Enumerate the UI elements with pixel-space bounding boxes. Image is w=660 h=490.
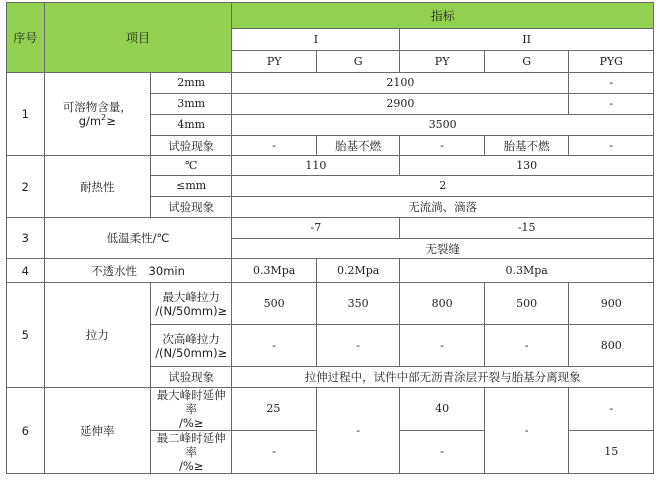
header-indicator: 指标	[232, 3, 654, 29]
row5-sub-label: 次高峰拉力 /(N/50mm)≥	[150, 325, 231, 367]
header-item: 项目	[44, 3, 232, 73]
row3-ii-value: -15	[400, 218, 654, 239]
row5-merged-value: 拉伸过程中，试件中部无沥青涂层开裂与胎基分离现象	[232, 367, 654, 388]
row2-sub-label: 试验现象	[150, 197, 231, 218]
row6-pyg-value: -	[569, 388, 654, 431]
row5-value: 500	[232, 283, 317, 325]
row3-no: 3	[7, 218, 45, 259]
row1-value: -	[569, 136, 654, 156]
spec-table	[6, 2, 654, 474]
row3-i-value: -7	[232, 218, 400, 239]
header-group-ii: II	[400, 29, 654, 51]
row2-no: 2	[7, 156, 45, 218]
row5-value: -	[232, 325, 317, 367]
row1-name: 可溶物含量，$g/m^2\ge$	[44, 73, 150, 156]
table-row	[7, 388, 654, 431]
row3-merged-value: 无裂缝	[232, 239, 654, 259]
row1-value: -	[232, 136, 317, 156]
row1-merged-value: 3500	[232, 115, 654, 136]
row1-pyg-value: -	[569, 94, 654, 115]
row5-value: 800	[400, 283, 485, 325]
row4-no: 4	[7, 259, 45, 283]
header-row-1	[7, 3, 654, 29]
row5-sub-label: 最大峰拉力 /(N/50mm)≥	[150, 283, 231, 325]
header-col-py-1: PY	[232, 51, 317, 73]
header-seq: 序号	[7, 3, 45, 73]
row2-ii-value: 130	[400, 156, 654, 176]
row6-g2-value: -	[484, 388, 569, 474]
row2-merged-value: 2	[232, 176, 654, 197]
row2-name: 耐热性	[44, 156, 150, 218]
row2-sub-label: ≤mm	[150, 176, 231, 197]
row1-pyg-value: -	[569, 73, 654, 94]
table-row	[7, 73, 654, 94]
row1-value: 胎基不燃	[484, 136, 569, 156]
row1-no: 1	[7, 73, 45, 156]
row6-sub-label: 最二峰时延伸率 /%≥	[150, 431, 231, 474]
row5-no: 5	[7, 283, 45, 388]
row1-merged-value: 2900	[232, 94, 569, 115]
row1-merged-value: 2100	[232, 73, 569, 94]
row6-py2-value: -	[400, 431, 485, 474]
table-row	[7, 156, 654, 176]
row6-py1-value: 25	[232, 388, 317, 431]
row1-sub-label: 3mm	[150, 94, 231, 115]
row5-sub-label: 试验现象	[150, 367, 231, 388]
row2-merged-value: 无流淌、滴落	[232, 197, 654, 218]
row2-sub-label: ℃	[150, 156, 231, 176]
header-group-i: I	[232, 29, 400, 51]
row5-value: -	[484, 325, 569, 367]
row6-g1-value: -	[316, 388, 399, 474]
row4-value: 0.3Mpa	[400, 259, 654, 283]
header-col-g-2: G	[484, 51, 569, 73]
row1-sub-label: 试验现象	[150, 136, 231, 156]
row5-value: -	[316, 325, 399, 367]
row1-sub-label: 4mm	[150, 115, 231, 136]
row6-name: 延伸率	[44, 388, 150, 474]
row6-pyg-value: 15	[569, 431, 654, 474]
row5-value: 900	[569, 283, 654, 325]
row1-value: 胎基不燃	[316, 136, 399, 156]
header-col-g-1: G	[316, 51, 399, 73]
row1-sub-label: 2mm	[150, 73, 231, 94]
row3-name: 低温柔性/℃	[44, 218, 232, 259]
row5-name: 拉力	[44, 283, 150, 388]
row6-sub-label: 最大峰时延伸率 /%≥	[150, 388, 231, 431]
header-col-py-2: PY	[400, 51, 485, 73]
row4-value: 0.2Mpa	[316, 259, 399, 283]
row5-value: 800	[569, 325, 654, 367]
header-col-pyg: PYG	[569, 51, 654, 73]
table-row	[7, 283, 654, 325]
row1-value: -	[400, 136, 485, 156]
row4-value: 0.3Mpa	[232, 259, 317, 283]
row4-name: 不透水性 30min	[44, 259, 232, 283]
row5-value: 500	[484, 283, 569, 325]
row5-value: -	[400, 325, 485, 367]
row6-py1-value: -	[232, 431, 317, 474]
row6-py2-value: 40	[400, 388, 485, 431]
table-row	[7, 218, 654, 239]
row6-no: 6	[7, 388, 45, 474]
row2-i-value: 110	[232, 156, 400, 176]
row5-value: 350	[316, 283, 399, 325]
table-row	[7, 259, 654, 283]
